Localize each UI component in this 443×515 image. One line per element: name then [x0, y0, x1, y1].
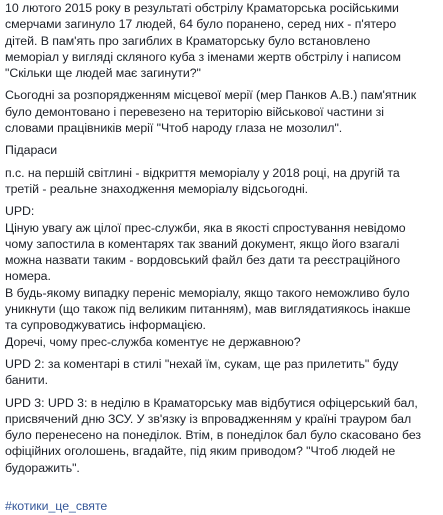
post-paragraph-dismantled: Сьогодні за розпорядженням місцевої мерії (мер Панков А.В.) пам'ятник було демонтовано і перевезено на територію військової частини зі словами працівників мерії "Чтоб народу глаза не мозолил". — [5, 88, 417, 136]
post-paragraph-upd3: UPD 3: UPD 3: в неділю в Краматорську мав відбутися офіцерський бал, присвячений дню ЗСУ. У зв'язку із впровадженням у країні трауром бал було перенесено на понеділок. Втім, в понеділок бал було скасовано без офіційних оголошень, вгадайте, під яким приводом? "Чтоб людей не будоражить". — [5, 395, 422, 475]
post-hashtag-line — [5, 482, 437, 515]
hashtag-link[interactable]: #котики_це_святе — [5, 499, 108, 514]
post-paragraph-upd: UPD: Ціную увагу аж цілої прес-служби, яка в якості спростування невідомо чому запостила в коментарях так званий документ, якщо його взагалі можна назвати таким - вордовський файл без дати та реєстраційного номера. В будь-якому випадку переніс меморіалу, якщо такого неможливо було уникнути (що також під великим питанням), мав виглядатиякось інакше та супроводжуватись інформацією. — [5, 204, 411, 333]
post-paragraph-ps: п.с. на першій світлині - відкриття меморіалу у 2018 році, на другій та третій - реальне знаходження меморіалу відсьогодні. — [5, 165, 400, 196]
post-paragraph-insult: Підараси — [5, 143, 58, 158]
post-paragraph-question: Доречі, чому прес-служба коментує не державною? — [5, 334, 301, 349]
post-paragraph-upd2: UPD 2: за коментарі в стилі "нехай їм, сукам, ще раз прилетить" буду банити. — [5, 356, 399, 388]
post-paragraph-attack: 10 лютого 2015 року в результаті обстрілу Краматорська російськими смерчами загинуло 17 людей, 64 було поранено, серед них - п'ятеро дітей. В пам'ять про загиблих в Краматорську було встановлено меморіал у вигляді скляного куба з іменами жертв обстрілу і написом "Скільки ще людей має загинути?" — [5, 1, 401, 81]
